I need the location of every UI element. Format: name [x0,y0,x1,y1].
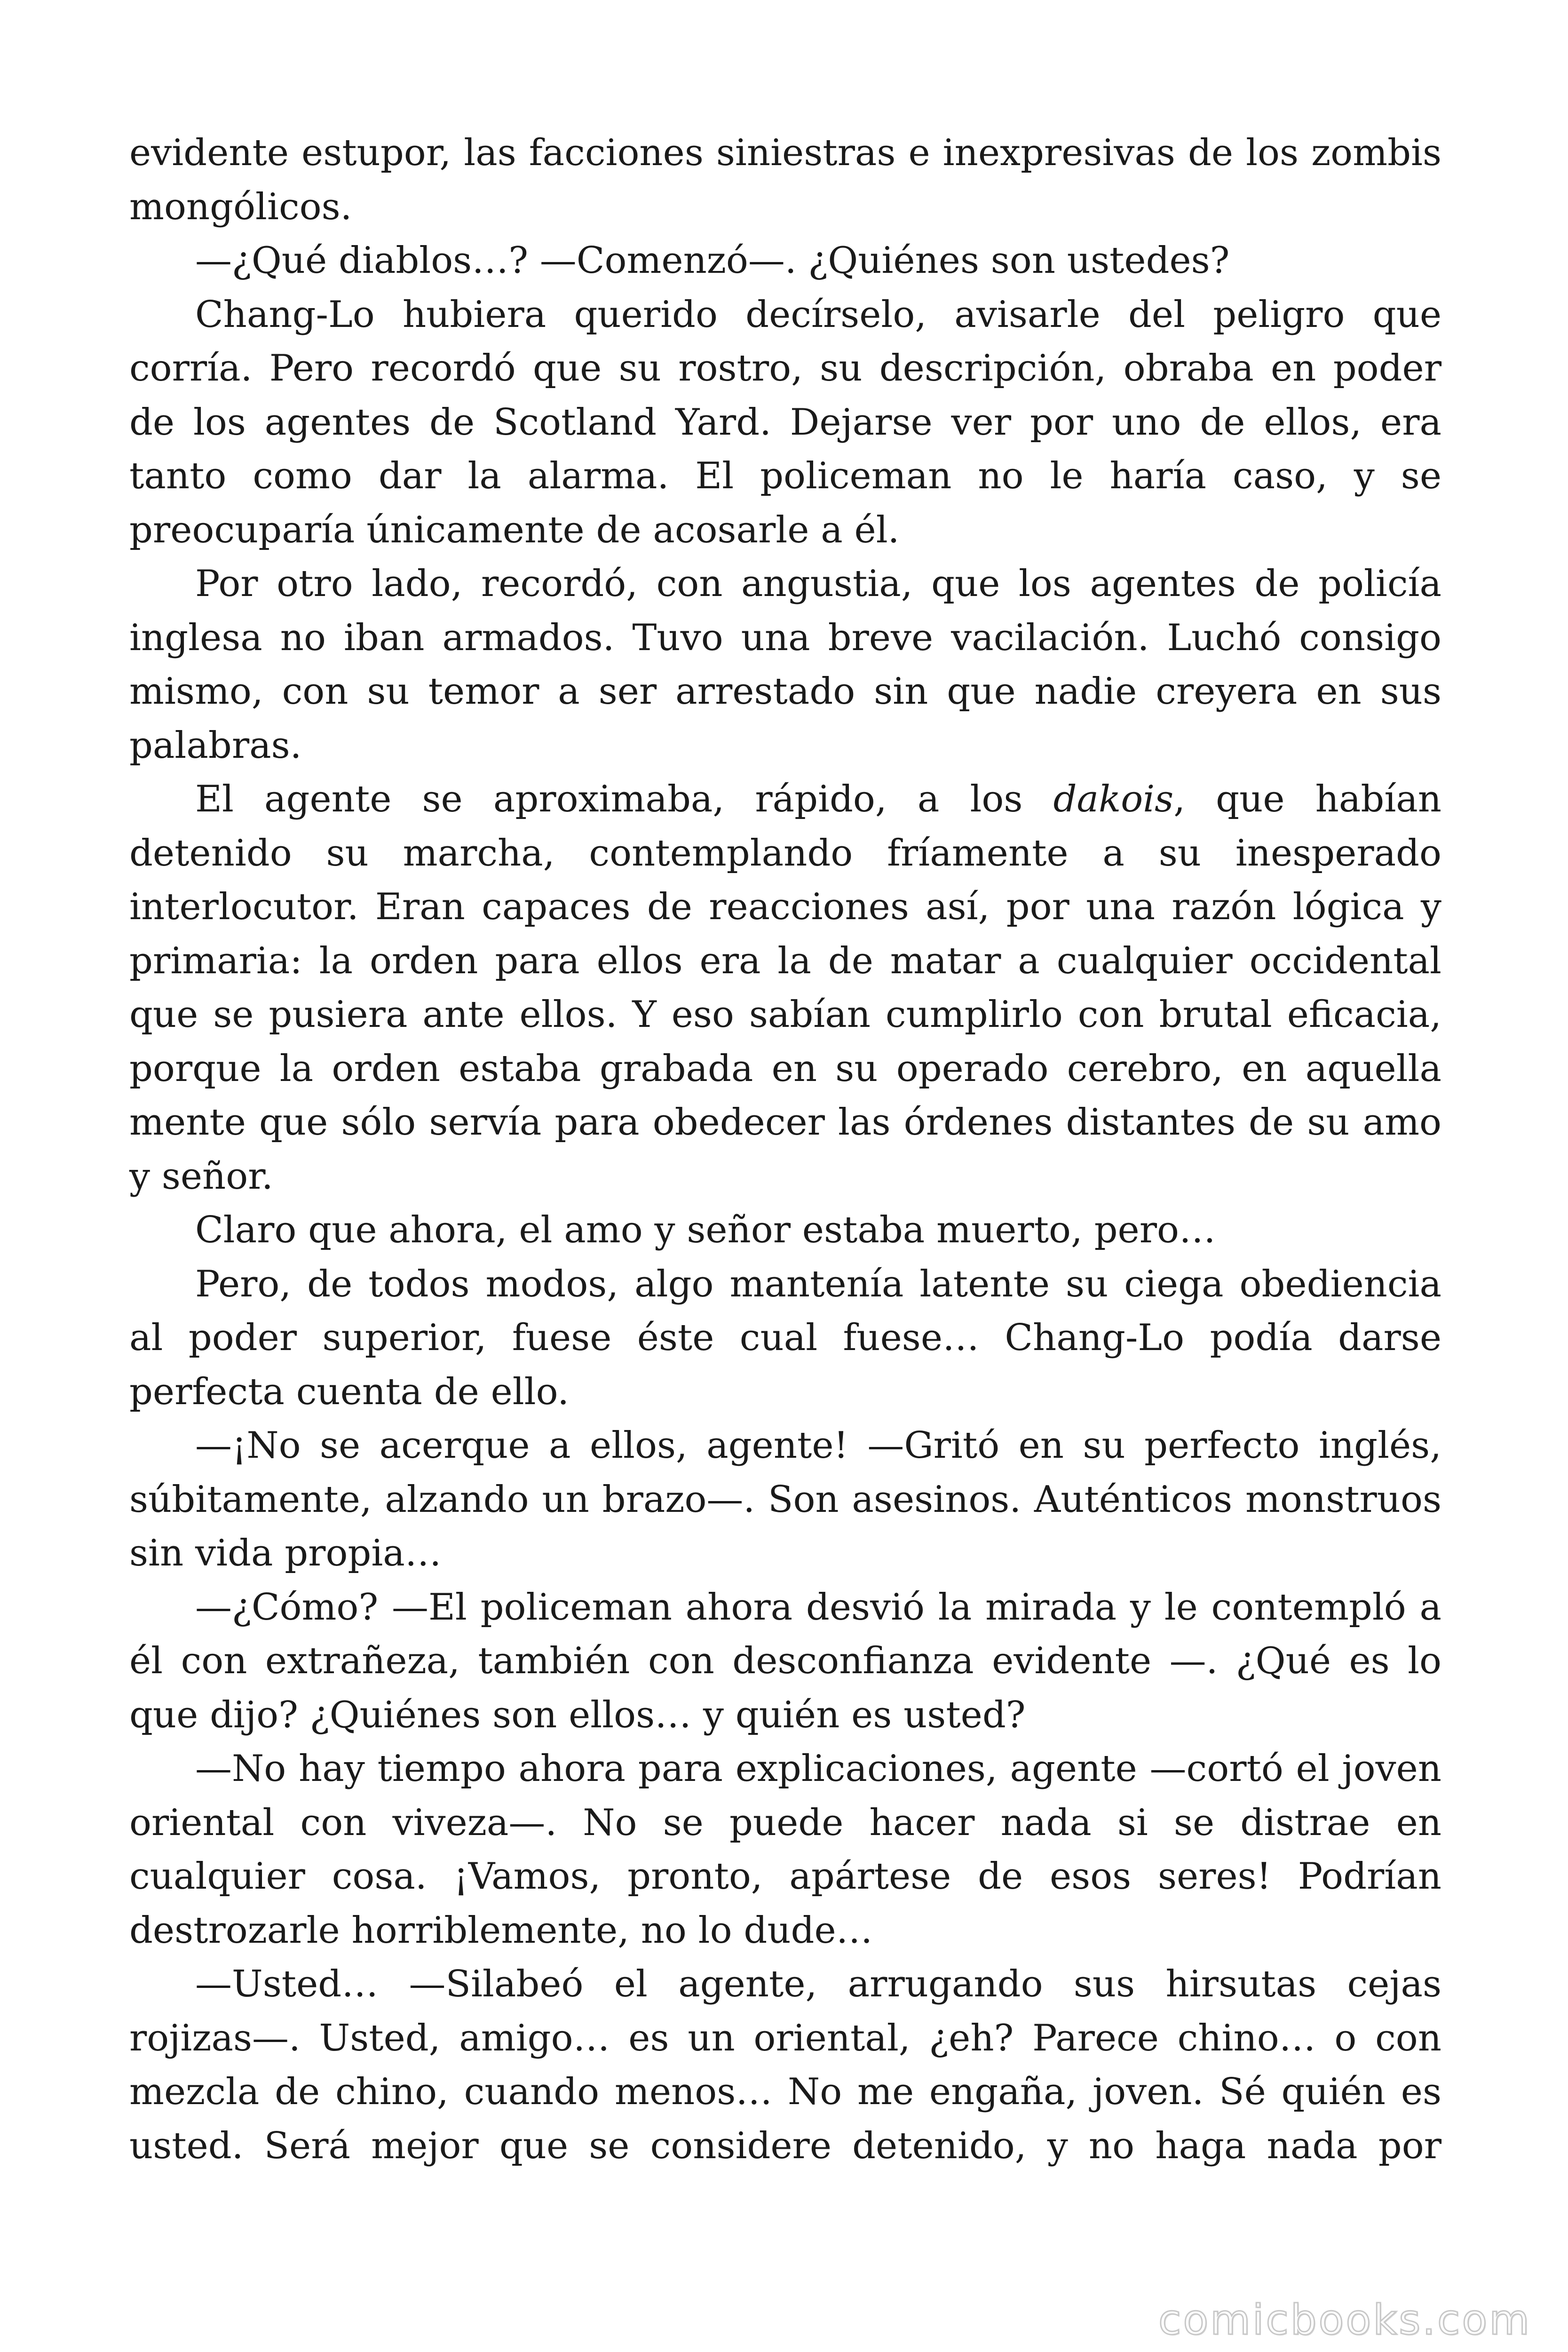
paragraph: Por otro lado, recordó, con angustia, que los agentes de policía inglesa no iban armados. Tuvo una breve vacilación. Luchó consigo mismo, con su temor a ser arrestado sin que nadie creyera en sus palabras. [129,563,1441,767]
paragraph-text: El agente se aproximaba, rápido, a los [195,778,1053,820]
paragraph: Claro que ahora, el amo y señor estaba muerto, pero… [195,1209,1216,1251]
paragraph: —¿Cómo? —El policeman ahora desvió la mirada y le contempló a él con extrañeza, también con desconfianza evidente —. ¿Qué es lo que dijo? ¿Quiénes son ellos… y quién es usted? [129,1586,1441,1736]
body-text [129,126,1441,2173]
watermark: comicbooks.com [1158,2296,1531,2344]
paragraph: evidente estupor, las facciones siniestras e inexpresivas de los zombis mongólicos. [129,132,1441,228]
paragraph [129,772,1441,1203]
italic-word: dakois [1053,778,1174,820]
paragraph: —¡No se acerque a ellos, agente! —Gritó en su perfecto inglés, súbitamente, alzando un brazo—. Son asesinos. Auténticos monstruos sin vida propia… [129,1424,1441,1574]
paragraph: —Usted… —Silabeó el agente, arrugando sus hirsutas cejas rojizas—. Usted, amigo… es un oriental, ¿eh? Parece chino… o con mezcla de chino, cuando menos… No me engaña, joven. Sé quién es usted. Será mejor que se considere detenido, y no haga nada por [129,1963,1441,2167]
paragraph: Pero, de todos modos, algo mantenía latente su ciega obediencia al poder superior, fuese éste cual fuese… Chang-Lo podía darse perfecta cuenta de ello. [129,1263,1441,1413]
paragraph-text: , que habían detenido su marcha, contemplando fríamente a su inesperado interlocutor. Eran capaces de reacciones así, por una razón lógica y primaria: la orden para ellos era la de matar a cualquier occidental que se pusiera ante ellos. Y eso sabían cumplirlo con brutal eficacia, porque la orden estaba grabada en su operado cerebro, en aquella mente que sólo servía para obedecer las órdenes distantes de su amo y señor. [129,778,1441,1198]
paragraph: Chang-Lo hubiera querido decírselo, avisarle del peligro que corría. Pero recordó que su rostro, su descripción, obraba en poder de los agentes de Scotland Yard. Dejarse ver por uno de ellos, era tanto como dar la alarma. El policeman no le haría caso, y se preocuparía únicamente de acosarle a él. [129,293,1441,551]
paragraph: —No hay tiempo ahora para explicaciones, agente —cortó el joven oriental con viveza—. No se puede hacer nada si se distrae en cualquier cosa. ¡Vamos, pronto, apártese de esos seres! Podrían destrozarle horriblemente, no lo dude… [129,1748,1441,1952]
paragraph: —¿Qué diablos…? —Comenzó—. ¿Quiénes son ustedes? [195,239,1230,282]
